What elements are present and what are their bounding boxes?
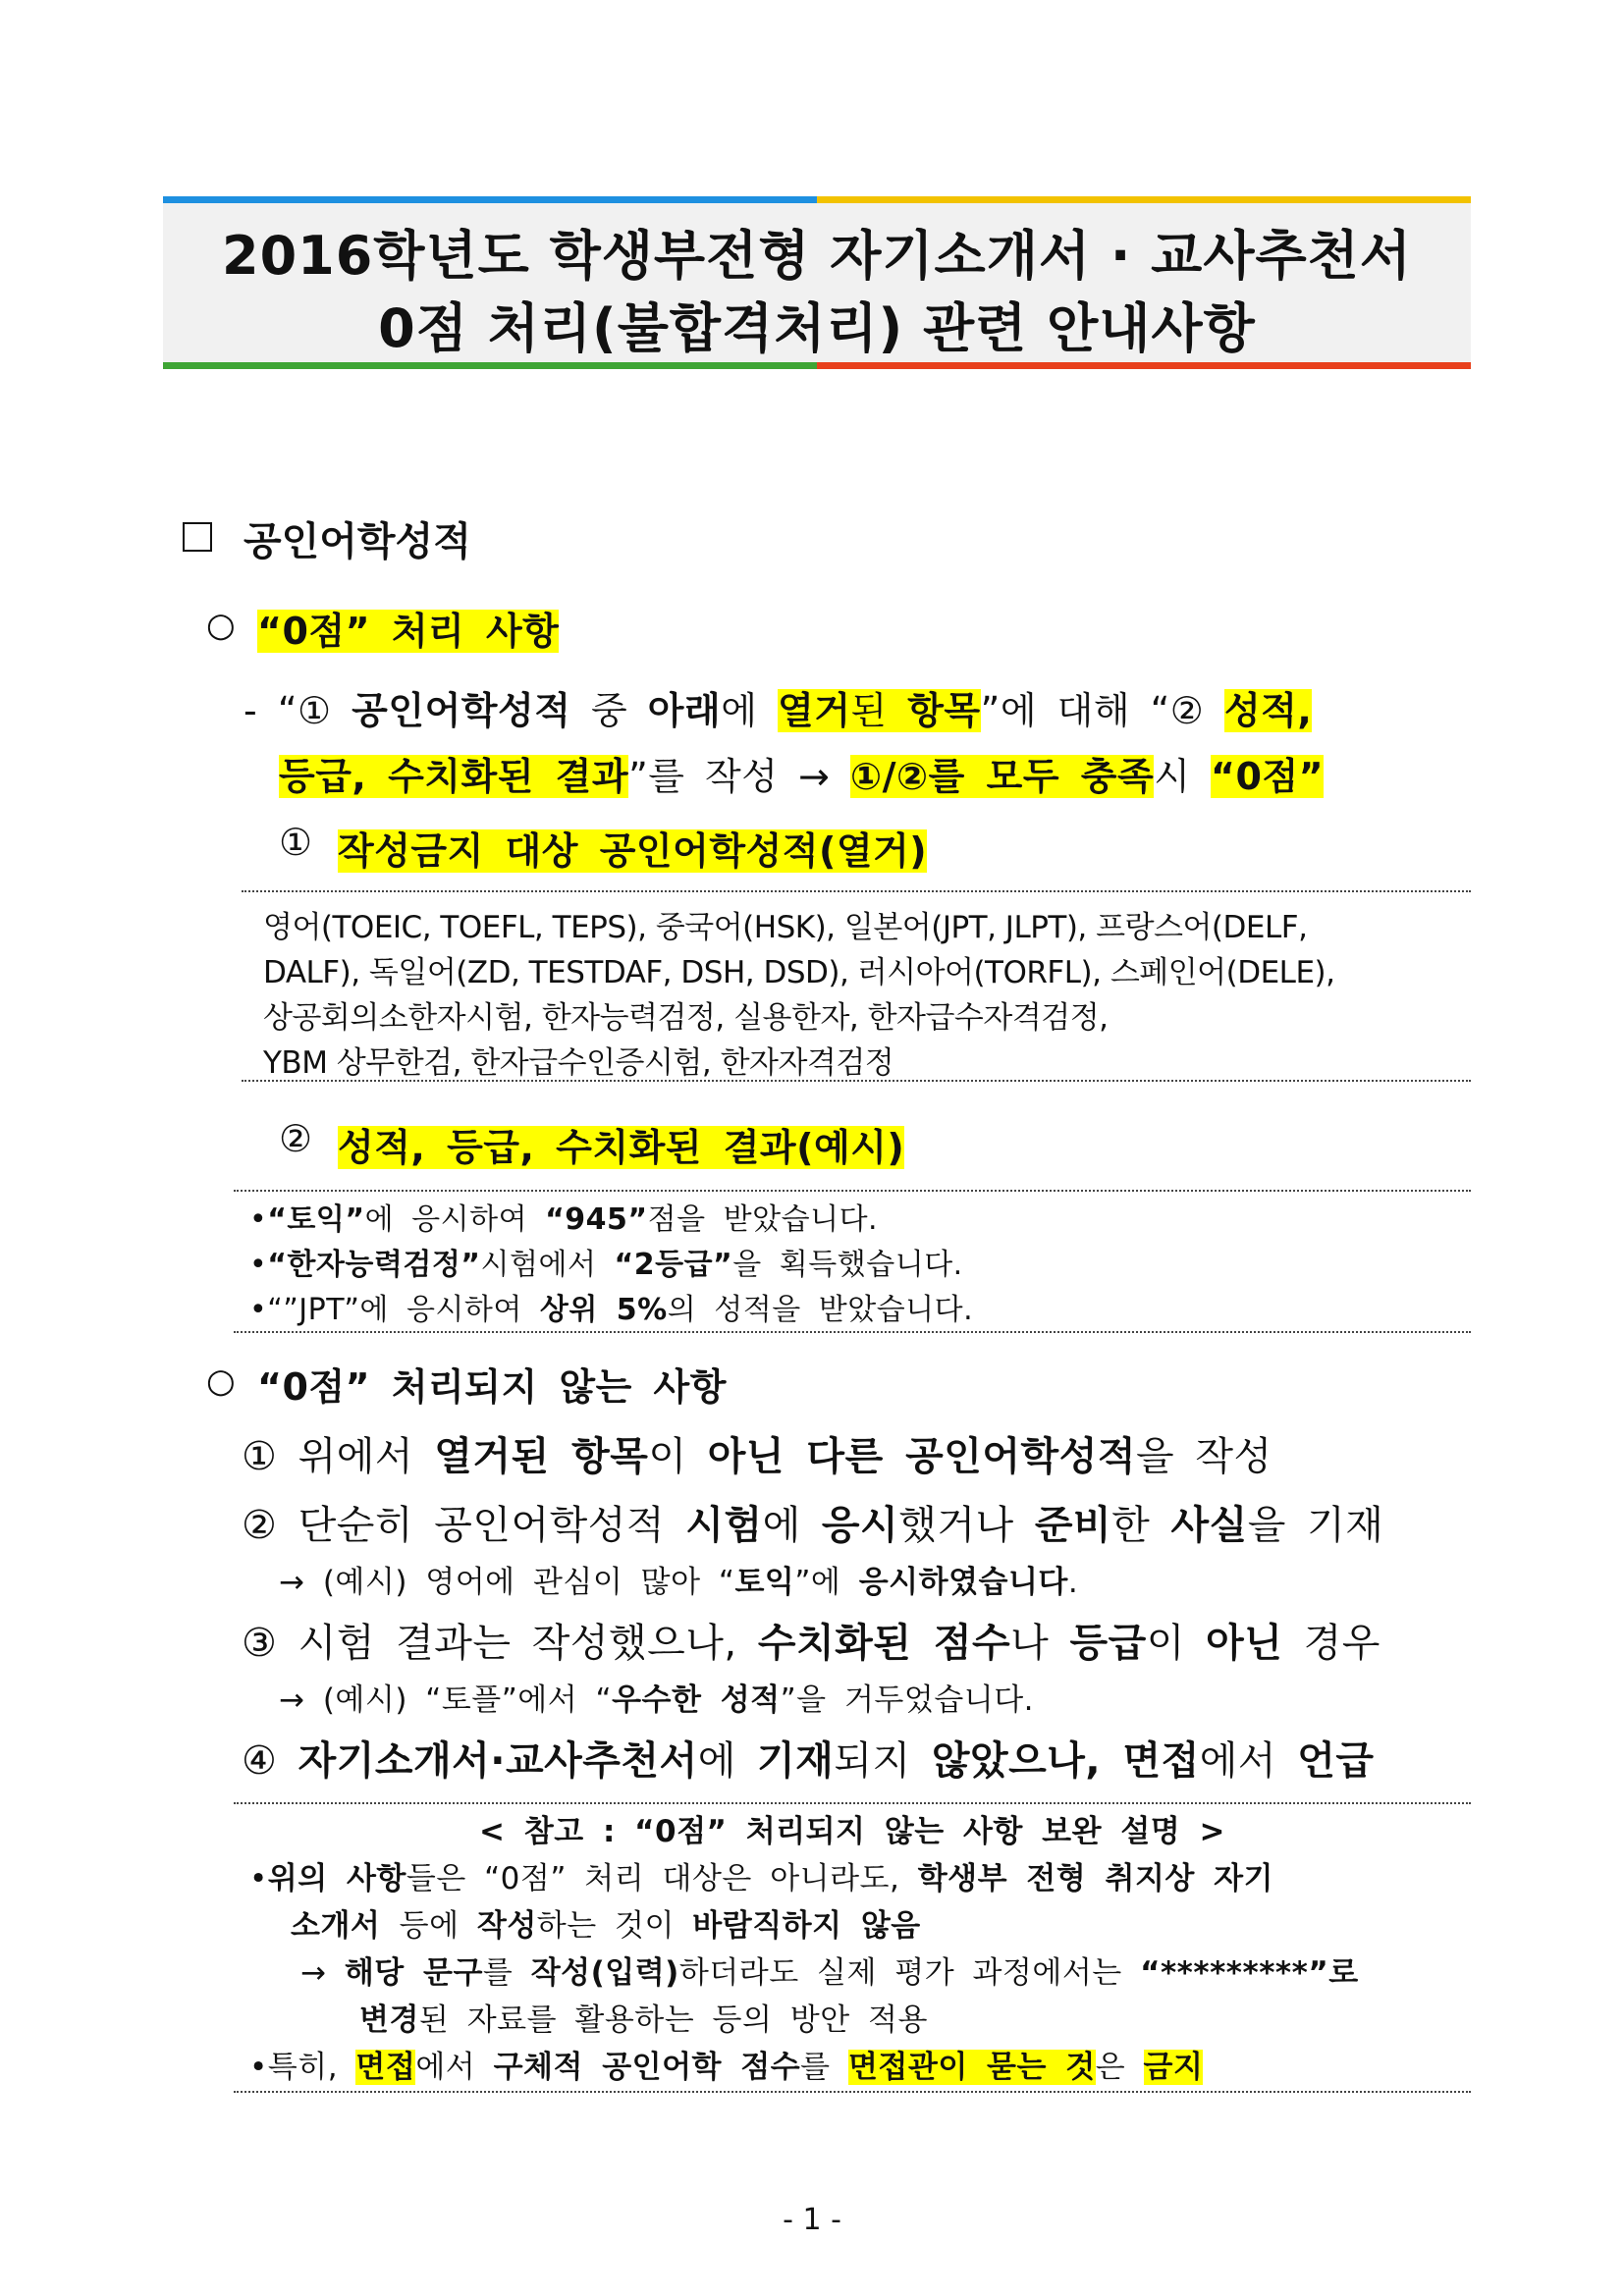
not-item-2: ② 단순히 공인어학성적 시험에 응시했거나 준비한 사실을 기재 — [242, 1503, 1384, 1548]
note-line-4: 변경된 자료를 활용하는 등의 방안 적용 — [359, 2002, 928, 2038]
note-line-2: 소개서 등에 작성하는 것이 바람직하지 않음 — [291, 1908, 921, 1944]
title-top-bar-yellow — [817, 196, 1471, 203]
note-line-5: •특히, 면접에서 구체적 공인어학 점수를 면접관이 묻는 것은 금지 — [249, 2050, 1204, 2085]
checkbox-square-icon — [183, 522, 212, 552]
example-item: •“한자능력검정”시험에서 “2등급”을 획득했습니다. — [249, 1248, 963, 1282]
list2-number: ② — [279, 1117, 313, 1160]
list1-line: 상공회의소한자시험, 한자능력검정, 실용한자, 한자급수자격검정, — [263, 1000, 1109, 1036]
list2-bottom-divider — [234, 1331, 1471, 1333]
rule-line-2: 등급, 수치화된 결과”를 작성 → ①/②를 모두 충족시 “0점” — [279, 755, 1325, 798]
list1-bottom-divider — [242, 1080, 1471, 1082]
list1-line: DALF), 독일어(ZD, TESTDAF, DSH, DSD), 러시아어(TORFL), 스페인어(DELE), — [263, 955, 1335, 990]
title-line-1: 2016학년도 학생부전형 자기소개서 · 교사추천서 — [222, 225, 1412, 287]
rule-line-1: - “① 공인어학성적 중 아래에 열거된 항목”에 대해 “② 성적, — [244, 689, 1313, 732]
list1-content — [263, 905, 1334, 1086]
page-number: - 1 - — [783, 2203, 841, 2237]
title-top-bar-blue — [163, 196, 817, 203]
note-line-1: •위의 사항들은 “0점” 처리 대상은 아니라도, 학생부 전형 취지상 자기 — [249, 1861, 1274, 1896]
not-item-3: ③ 시험 결과는 작성했으나, 수치화된 점수나 등급이 아닌 경우 — [242, 1621, 1380, 1666]
list2-top-divider — [234, 1190, 1471, 1192]
list2-examples — [249, 1198, 973, 1333]
list1-top-divider — [242, 890, 1471, 892]
title-box — [163, 196, 1471, 369]
example-item: •“”JPT”에 응시하여 상위 5%의 성적을 받았습니다. — [249, 1293, 974, 1327]
note-line-3: → 해당 문구를 작성(입력)하더라도 실제 평가 과정에서는 “*********”로 — [300, 1955, 1359, 1991]
title-bottom-bar-red — [817, 362, 1471, 369]
list1-number: ① — [279, 821, 313, 864]
title-bottom-bar-green — [163, 362, 817, 369]
note-top-divider — [234, 1802, 1471, 1804]
not-item-4: ④ 자기소개서·교사추천서에 기재되지 않았으나, 면접에서 언급 — [242, 1738, 1375, 1784]
title-line-2: 0점 처리(불합격처리) 관련 안내사항 — [378, 297, 1256, 359]
list1-line: 영어(TOEIC, TOEFL, TEPS), 중국어(HSK), 일본어(JPT, JLPT), 프랑스어(DELF, — [263, 910, 1308, 945]
sub-heading-not-zero: “0점” 처리되지 않는 사항 — [257, 1365, 727, 1409]
list1-line: YBM 상무한검, 한자급수인증시험, 한자자격검정 — [263, 1045, 894, 1081]
example-item: •“토익”에 응시하여 “945”점을 받았습니다. — [249, 1202, 879, 1237]
note-title: < 참고 : “0점” 처리되지 않는 사항 보완 설명 > — [479, 1814, 1225, 1849]
not-item-2-example: → (예시) 영어에 관심이 많아 “토익”에 응시하였습니다. — [279, 1565, 1079, 1600]
section-title: 공인어학성적 — [244, 519, 471, 564]
circle-bullet-icon: ○ — [206, 1362, 236, 1401]
list1-title: 작성금지 대상 공인어학성적(열거) — [338, 829, 928, 873]
circle-bullet-icon: ○ — [206, 606, 236, 645]
list2-title: 성적, 등급, 수치화된 결과(예시) — [338, 1126, 905, 1169]
sub-heading-zero-points: “0점” 처리 사항 — [257, 610, 560, 653]
note-bottom-divider — [234, 2091, 1471, 2093]
not-item-1: ① 위에서 열거된 항목이 아닌 다른 공인어학성적을 작성 — [242, 1434, 1272, 1479]
not-item-3-example: → (예시) “토플”에서 “우수한 성적”을 거두었습니다. — [279, 1682, 1035, 1718]
